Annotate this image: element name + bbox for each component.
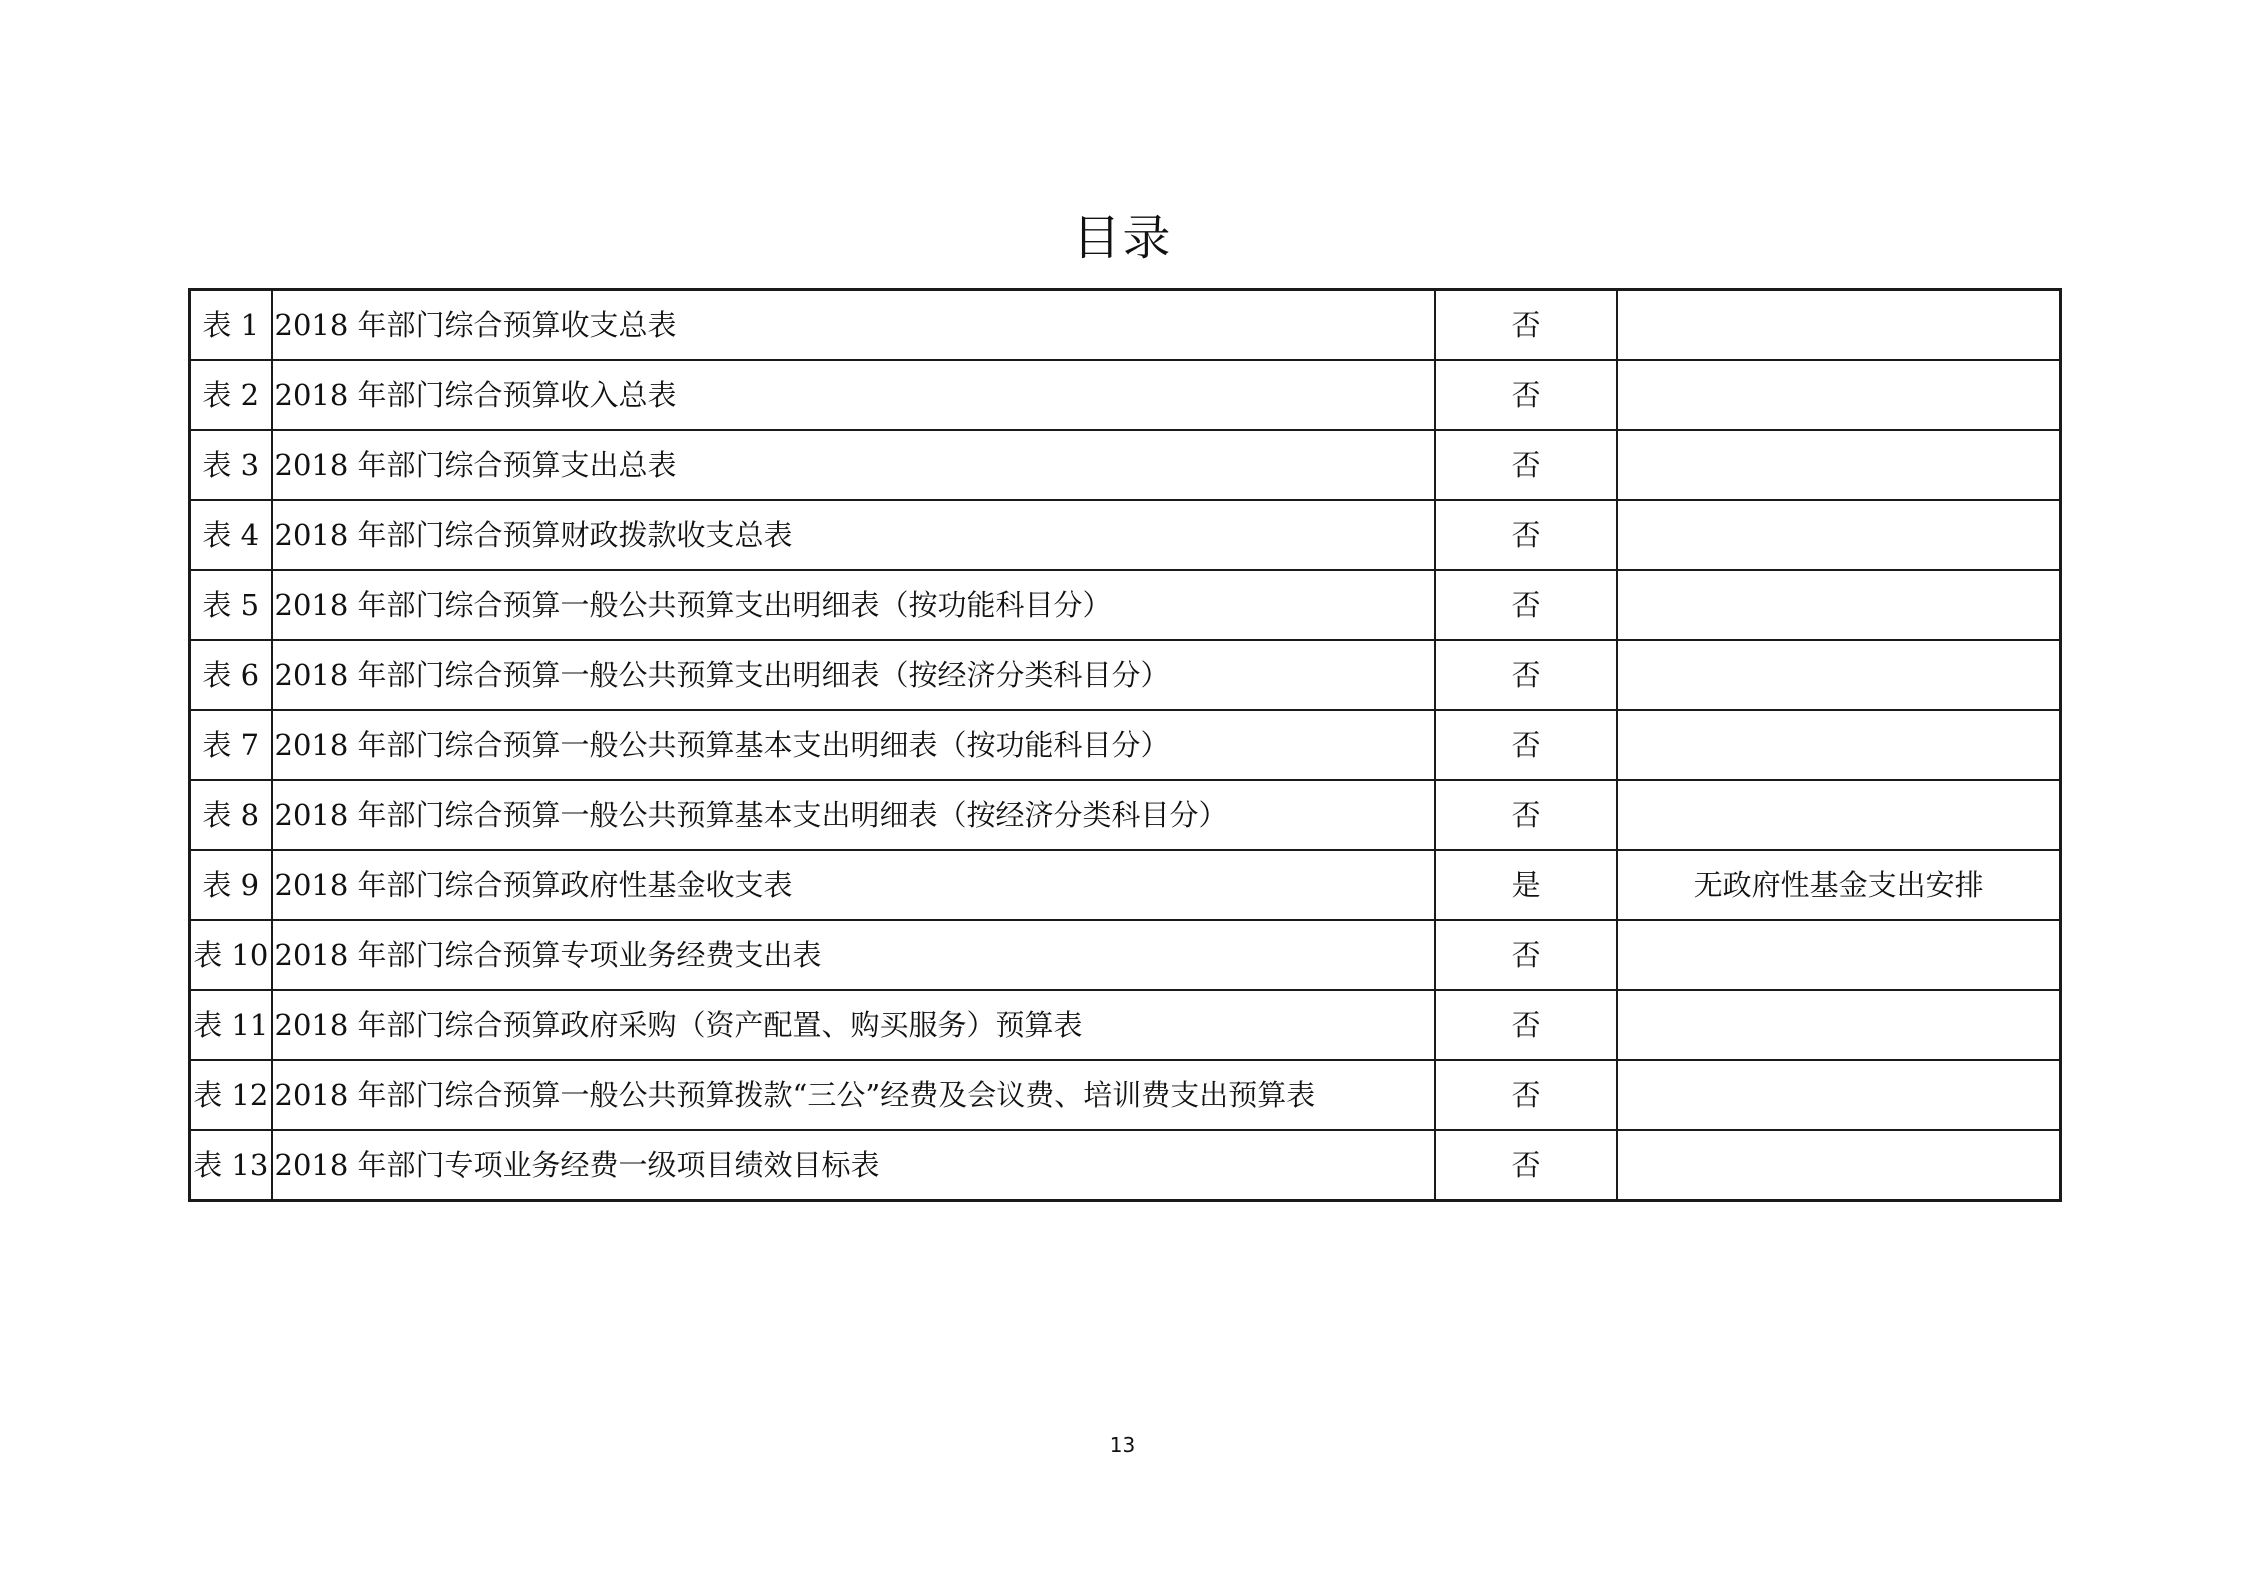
table-number-cell: 表 9 bbox=[190, 850, 272, 920]
remark-cell bbox=[1617, 710, 2060, 780]
empty-table-flag-cell: 是 bbox=[1435, 850, 1617, 920]
table-row bbox=[190, 430, 2061, 500]
remark-cell bbox=[1617, 780, 2060, 850]
toc-table-body bbox=[190, 290, 2061, 1201]
remark-cell bbox=[1617, 920, 2060, 990]
table-name-cell: 2018 年部门综合预算政府采购（资产配置、购买服务）预算表 bbox=[272, 990, 1436, 1060]
empty-table-flag-cell: 否 bbox=[1435, 570, 1617, 640]
table-row bbox=[190, 360, 2061, 430]
table-number-cell: 表 13 bbox=[190, 1130, 272, 1201]
table-row bbox=[190, 290, 2061, 361]
remark-cell: 无政府性基金支出安排 bbox=[1617, 850, 2060, 920]
table-row bbox=[190, 920, 2061, 990]
table-name-cell: 2018 年部门综合预算一般公共预算支出明细表（按功能科目分） bbox=[272, 570, 1436, 640]
table-name-cell: 2018 年部门综合预算一般公共预算拨款“三公”经费及会议费、培训费支出预算表 bbox=[272, 1060, 1436, 1130]
empty-table-flag-cell: 否 bbox=[1435, 500, 1617, 570]
table-name-cell: 2018 年部门综合预算一般公共预算支出明细表（按经济分类科目分） bbox=[272, 640, 1436, 710]
table-name-cell: 2018 年部门综合预算专项业务经费支出表 bbox=[272, 920, 1436, 990]
table-number-cell: 表 6 bbox=[190, 640, 272, 710]
remark-cell bbox=[1617, 430, 2060, 500]
table-number-cell: 表 3 bbox=[190, 430, 272, 500]
table-number-cell: 表 2 bbox=[190, 360, 272, 430]
remark-cell bbox=[1617, 990, 2060, 1060]
remark-cell bbox=[1617, 290, 2060, 361]
table-number-cell: 表 12 bbox=[190, 1060, 272, 1130]
table-number-cell: 表 8 bbox=[190, 780, 272, 850]
table-name-cell: 2018 年部门综合预算一般公共预算基本支出明细表（按经济分类科目分） bbox=[272, 780, 1436, 850]
empty-table-flag-cell: 否 bbox=[1435, 640, 1617, 710]
empty-table-flag-cell: 否 bbox=[1435, 360, 1617, 430]
empty-table-flag-cell: 否 bbox=[1435, 920, 1617, 990]
empty-table-flag-cell: 否 bbox=[1435, 430, 1617, 500]
empty-table-flag-cell: 否 bbox=[1435, 990, 1617, 1060]
table-number-cell: 表 1 bbox=[190, 290, 272, 361]
table-number-cell: 表 11 bbox=[190, 990, 272, 1060]
table-name-cell: 2018 年部门综合预算一般公共预算基本支出明细表（按功能科目分） bbox=[272, 710, 1436, 780]
remark-cell bbox=[1617, 360, 2060, 430]
table-row bbox=[190, 1130, 2061, 1201]
remark-cell bbox=[1617, 1130, 2060, 1201]
table-row bbox=[190, 850, 2061, 920]
page-title: 目录 bbox=[1072, 210, 1173, 266]
table-row bbox=[190, 780, 2061, 850]
empty-table-flag-cell: 否 bbox=[1435, 780, 1617, 850]
table-number-cell: 表 7 bbox=[190, 710, 272, 780]
table-name-cell: 2018 年部门综合预算财政拨款收支总表 bbox=[272, 500, 1436, 570]
table-number-cell: 表 10 bbox=[190, 920, 272, 990]
page-number: 13 bbox=[1109, 1433, 1136, 1457]
table-number-cell: 表 4 bbox=[190, 500, 272, 570]
remark-cell bbox=[1617, 1060, 2060, 1130]
table-name-cell: 2018 年部门综合预算收入总表 bbox=[272, 360, 1436, 430]
empty-table-flag-cell: 否 bbox=[1435, 1060, 1617, 1130]
table-row bbox=[190, 710, 2061, 780]
table-row bbox=[190, 1060, 2061, 1130]
toc-table bbox=[188, 288, 2062, 1202]
table-name-cell: 2018 年部门专项业务经费一级项目绩效目标表 bbox=[272, 1130, 1436, 1201]
table-name-cell: 2018 年部门综合预算政府性基金收支表 bbox=[272, 850, 1436, 920]
empty-table-flag-cell: 否 bbox=[1435, 1130, 1617, 1201]
table-name-cell: 2018 年部门综合预算收支总表 bbox=[272, 290, 1436, 361]
table-number-cell: 表 5 bbox=[190, 570, 272, 640]
table-name-cell: 2018 年部门综合预算支出总表 bbox=[272, 430, 1436, 500]
remark-cell bbox=[1617, 570, 2060, 640]
table-row bbox=[190, 640, 2061, 710]
table-row bbox=[190, 990, 2061, 1060]
remark-cell bbox=[1617, 500, 2060, 570]
empty-table-flag-cell: 否 bbox=[1435, 710, 1617, 780]
remark-cell bbox=[1617, 640, 2060, 710]
empty-table-flag-cell: 否 bbox=[1435, 290, 1617, 361]
table-row bbox=[190, 570, 2061, 640]
table-row bbox=[190, 500, 2061, 570]
